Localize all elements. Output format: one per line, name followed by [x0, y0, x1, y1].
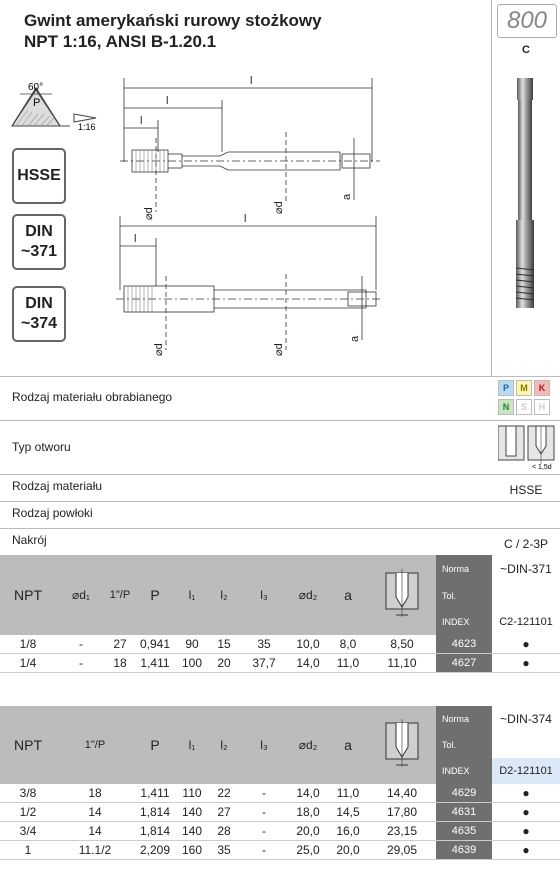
index-label: INDEX: [436, 758, 492, 784]
index-value: C2-121101: [492, 609, 560, 635]
col-drill-icon: [368, 706, 436, 784]
col-pitch: P: [134, 555, 176, 635]
divider: [0, 420, 560, 421]
cell-pitch: 1,814: [134, 803, 176, 822]
col-pitch: P: [134, 706, 176, 784]
col-a: a: [328, 555, 368, 635]
cell-tpi: 18: [106, 654, 134, 673]
dim-l1-label: l: [244, 213, 247, 225]
property-coating: Rodzaj powłoki: [12, 506, 93, 520]
cell-l2: 20: [208, 654, 240, 673]
tap-drawing-din-374: [110, 210, 390, 360]
cell-l2: 35: [208, 841, 240, 860]
cell-l1: 100: [176, 654, 208, 673]
badge-sub-label: ~374: [20, 315, 58, 332]
cell-npt: 1/2: [0, 803, 56, 822]
col-d1: ⌀d₁: [56, 555, 106, 635]
cell-d2: 10,0: [288, 635, 328, 654]
cell-a: 11,0: [328, 654, 368, 673]
property-tool-material-value: HSSE: [509, 483, 543, 497]
cell-l3: -: [240, 803, 288, 822]
material-group-icons: [498, 380, 558, 416]
cell-pitch: 1,814: [134, 822, 176, 841]
title-line-1: Gwint amerykański rurowy stożkowy: [24, 11, 322, 30]
cell-l1: 140: [176, 822, 208, 841]
availability-dot-icon: ●: [492, 822, 560, 841]
cell-d2: 25,0: [288, 841, 328, 860]
badge-din-371: [12, 214, 66, 270]
cell-index: 4623: [436, 635, 492, 654]
divider: [0, 474, 560, 475]
dim-a-label: a: [341, 193, 353, 200]
material-s-icon: S: [516, 399, 532, 415]
tolerance-label: Tol.: [436, 583, 492, 609]
divider: [491, 0, 492, 376]
cell-tpi: 11.1/2: [56, 841, 134, 860]
cell-l1: 140: [176, 803, 208, 822]
table-row: [0, 841, 560, 860]
col-l1: l₁: [176, 555, 208, 635]
material-m-icon: M: [516, 380, 532, 396]
cell-a: 20,0: [328, 841, 368, 860]
cell-index: 4627: [436, 654, 492, 673]
cell-l2: 15: [208, 635, 240, 654]
cell-tpi: 27: [106, 635, 134, 654]
hole-depth-note: < 1,5d: [532, 464, 552, 471]
cell-l2: 28: [208, 822, 240, 841]
availability-dot-icon: ●: [492, 784, 560, 803]
index-value: D2-121101: [492, 758, 560, 784]
badge-label: HSSE: [17, 167, 61, 184]
dim-a-label: a: [349, 335, 361, 342]
availability-dot-icon: ●: [492, 654, 560, 673]
cell-index: 4635: [436, 822, 492, 841]
dim-l2-label: l: [140, 115, 143, 127]
property-chamfer-value: C / 2-3P: [503, 537, 548, 551]
norma-value: ~DIN-374: [492, 706, 560, 732]
table-row: [0, 654, 560, 673]
tap-table-din-374: [0, 706, 560, 860]
col-l3: l₃: [240, 555, 288, 635]
cell-pitch: 0,941: [134, 635, 176, 654]
divider: [0, 528, 560, 529]
badge-label: DIN: [25, 295, 53, 312]
cell-d2: 14,0: [288, 784, 328, 803]
material-p-icon: P: [498, 380, 514, 396]
cell-drill: 29,05: [368, 841, 436, 860]
property-chamfer: Nakrój: [12, 533, 47, 547]
divider: [0, 501, 560, 502]
cell-l3: -: [240, 822, 288, 841]
col-l2: l₂: [208, 706, 240, 784]
cell-a: 14,5: [328, 803, 368, 822]
cell-index: 4629: [436, 784, 492, 803]
cell-drill: 8,50: [368, 635, 436, 654]
cell-d2: 20,0: [288, 822, 328, 841]
col-tpi: 1"/P: [56, 706, 134, 784]
tap-drawing-din-371: [110, 72, 390, 222]
divider: [0, 376, 560, 377]
material-n-icon: N: [498, 399, 514, 415]
dim-d2-label: ⌀d: [273, 201, 285, 214]
property-hole-type: Typ otworu: [12, 440, 71, 454]
cell-a: 16,0: [328, 822, 368, 841]
taper-ratio: 1:16: [78, 122, 96, 132]
badge-sub-label: ~371: [20, 243, 58, 260]
table-row: [0, 784, 560, 803]
cell-npt: 3/8: [0, 784, 56, 803]
cell-npt: 1: [0, 841, 56, 860]
cell-d2: 14,0: [288, 654, 328, 673]
availability-dot-icon: ●: [492, 841, 560, 860]
cell-d1: -: [56, 635, 106, 654]
norma-value: ~DIN-371: [492, 555, 560, 583]
badge-label: DIN: [25, 223, 53, 240]
cell-tpi: 14: [56, 803, 134, 822]
cell-tpi: 14: [56, 822, 134, 841]
catalog-title: [24, 10, 322, 52]
availability-dot-icon: ●: [492, 635, 560, 654]
cell-l2: 22: [208, 784, 240, 803]
thread-pitch: P: [33, 97, 41, 109]
cell-a: 8,0: [328, 635, 368, 654]
property-workpiece-material: Rodzaj materiału obrabianego: [12, 390, 173, 404]
cell-drill: 11,10: [368, 654, 436, 673]
col-npt: NPT: [0, 555, 56, 635]
cell-d1: -: [56, 654, 106, 673]
col-l2: l₂: [208, 555, 240, 635]
table-row: [0, 822, 560, 841]
cell-tpi: 18: [56, 784, 134, 803]
dim-d1-label: ⌀d: [153, 343, 165, 356]
col-l1: l₁: [176, 706, 208, 784]
cell-l3: 37,7: [240, 654, 288, 673]
cell-npt: 1/8: [0, 635, 56, 654]
hole-type-icon: [498, 424, 558, 472]
dim-d2-label: ⌀d: [273, 343, 285, 356]
cell-l1: 90: [176, 635, 208, 654]
availability-dot-icon: ●: [492, 803, 560, 822]
drill-hole-icon: [382, 717, 422, 771]
tap-photo: [504, 74, 546, 314]
material-k-icon: K: [534, 380, 550, 396]
thread-profile-icon: [8, 60, 108, 132]
tolerance-value: [492, 732, 560, 758]
cell-l1: 110: [176, 784, 208, 803]
thread-angle: 60°: [28, 82, 44, 93]
tap-table-din-371: [0, 555, 560, 673]
col-d2: ⌀d₂: [288, 706, 328, 784]
col-tpi: 1"/P: [106, 555, 134, 635]
dim-l3-label: l: [166, 95, 169, 107]
cell-l3: -: [240, 841, 288, 860]
dim-l1-label: l: [250, 75, 253, 87]
cell-npt: 3/4: [0, 822, 56, 841]
cell-index: 4639: [436, 841, 492, 860]
cell-drill: 17,80: [368, 803, 436, 822]
property-tool-material: Rodzaj materiału: [12, 479, 103, 493]
material-h-icon: H: [534, 399, 550, 415]
cell-pitch: 1,411: [134, 784, 176, 803]
dim-l2-label: l: [134, 233, 137, 245]
catalog-code: 800: [497, 4, 557, 38]
cell-pitch: 2,209: [134, 841, 176, 860]
cell-l3: 35: [240, 635, 288, 654]
cell-pitch: 1,411: [134, 654, 176, 673]
col-npt: NPT: [0, 706, 56, 784]
title-line-2: NPT 1:16, ANSI B-1.20.1: [24, 32, 217, 51]
cell-drill: 23,15: [368, 822, 436, 841]
cell-a: 11,0: [328, 784, 368, 803]
dim-d1-label: ⌀d: [143, 207, 155, 220]
drill-hole-icon: [382, 567, 422, 621]
cell-npt: 1/4: [0, 654, 56, 673]
badge-din-374: [12, 286, 66, 342]
col-drill-icon: [368, 555, 436, 635]
col-a: a: [328, 706, 368, 784]
norma-label: Norma: [436, 706, 492, 732]
norma-label: Norma: [436, 555, 492, 583]
cell-d2: 18,0: [288, 803, 328, 822]
table-row: [0, 803, 560, 822]
badge-hsse: [12, 148, 66, 204]
index-label: INDEX: [436, 609, 492, 635]
tolerance-label: Tol.: [436, 732, 492, 758]
catalog-code-sub: C: [522, 44, 530, 56]
col-l3: l₃: [240, 706, 288, 784]
cell-l3: -: [240, 784, 288, 803]
tolerance-value: [492, 583, 560, 609]
table-row: [0, 635, 560, 654]
cell-drill: 14,40: [368, 784, 436, 803]
cell-index: 4631: [436, 803, 492, 822]
cell-l1: 160: [176, 841, 208, 860]
cell-l2: 27: [208, 803, 240, 822]
col-d2: ⌀d₂: [288, 555, 328, 635]
